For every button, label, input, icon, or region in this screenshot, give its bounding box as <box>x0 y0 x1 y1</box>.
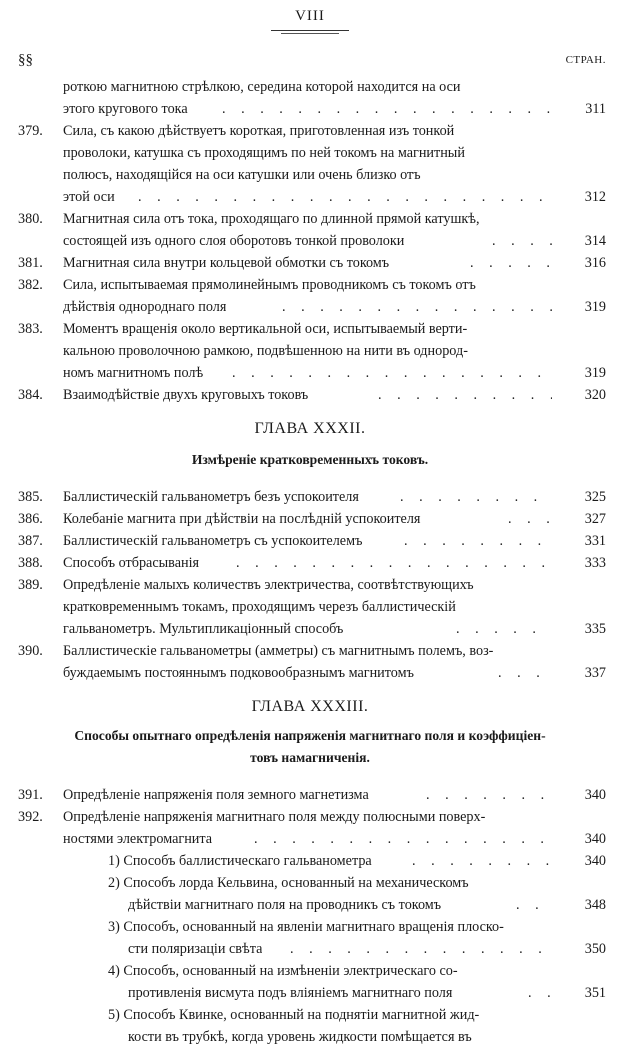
leader-dots <box>254 828 552 850</box>
toc-line <box>0 274 620 296</box>
leader-dots <box>378 384 552 406</box>
toc-line <box>0 828 620 850</box>
page-column-label: СТРАН. <box>565 54 606 66</box>
toc-entry-text: 3) Способъ, основанный на явленіи магнитнаго вращенія плоско- <box>108 919 504 935</box>
toc-entry-page: 340 <box>584 787 606 803</box>
toc-line <box>0 784 620 806</box>
toc-entry-text: Баллистическій гальванометръ безъ успокоителя <box>63 489 359 505</box>
toc-line <box>0 960 620 982</box>
toc-line <box>0 486 620 508</box>
leader-dots <box>412 850 552 872</box>
toc-line <box>0 916 620 938</box>
leader-dots <box>138 186 552 208</box>
toc-entry-text: Опредѣленіе напряженія поля земного магнетизма <box>63 787 369 803</box>
toc-line <box>0 142 620 164</box>
toc-entry-page: 314 <box>584 233 606 249</box>
leader-dots <box>400 486 552 508</box>
toc-line <box>0 1026 620 1048</box>
leader-dots <box>528 982 552 1004</box>
leader-dots <box>470 252 552 274</box>
toc-entry-text: проволоки, катушка съ проходящимъ по ней токомъ на магнитный <box>63 145 465 161</box>
toc-line <box>0 76 620 98</box>
toc-line <box>0 1004 620 1026</box>
leader-dots <box>426 784 552 806</box>
toc-line <box>0 230 620 252</box>
toc-line <box>0 508 620 530</box>
toc-entry-text: ностями электромагнита <box>63 831 213 847</box>
toc-entry-number: 382. <box>18 277 43 293</box>
toc-line <box>0 164 620 186</box>
toc-line <box>0 938 620 960</box>
toc-entry-number: 391. <box>18 787 43 803</box>
leader-dots <box>508 508 552 530</box>
toc-entry-text: состоящей изъ одного слоя оборотовъ тонкой проволоки <box>63 233 405 249</box>
toc-line <box>0 340 620 362</box>
toc-entry-text: Опредѣленіе малыхъ количествъ электричества, соотвѣтствующихъ <box>63 577 474 593</box>
leader-dots <box>492 230 552 252</box>
toc-entry-text: кости въ трубкѣ, когда уровень жидкости помѣщается въ <box>128 1029 472 1045</box>
toc-entry-page: 325 <box>584 489 606 505</box>
toc-entry-number: 381. <box>18 255 43 271</box>
toc-entry-number: 386. <box>18 511 43 527</box>
toc-entry-number: 389. <box>18 577 43 593</box>
toc-line <box>0 618 620 640</box>
toc-entry-page: 319 <box>584 365 606 381</box>
toc-line <box>0 850 620 872</box>
toc-entry-number: 383. <box>18 321 43 337</box>
chapter-subtitle-line-2: товъ намагниченія. <box>250 750 370 765</box>
toc-entry-number: 380. <box>18 211 43 227</box>
toc-entry-page: 319 <box>584 299 606 315</box>
toc-entry-number: 392. <box>18 809 43 825</box>
toc-entry-text: номъ магнитномъ полѣ <box>63 365 204 381</box>
toc-entry-text: дѣйствія однороднаго поля <box>63 299 227 315</box>
toc-entry-text: Сила, испытываемая прямолинейнымъ проводникомъ съ токомъ отъ <box>63 277 476 293</box>
toc-entry-text: Взаимодѣйствіе двухъ круговыхъ токовъ <box>63 387 309 403</box>
toc-entry-text: буждаемымъ постояннымъ подковообразнымъ магнитомъ <box>63 665 414 681</box>
toc-line <box>0 296 620 318</box>
leader-dots <box>290 938 552 960</box>
toc-line <box>0 362 620 384</box>
toc-entry-text: этого кругового тока <box>63 101 188 117</box>
toc-entry-page: 320 <box>584 387 606 403</box>
toc-entry-number: 379. <box>18 123 43 139</box>
toc-entry-text: роткою магнитною стрѣлкою, середина которой находится на оси <box>63 79 461 95</box>
toc-entry-text: 4) Способъ, основанный на измѣненіи электрическаго со- <box>108 963 458 979</box>
leader-dots <box>232 362 552 384</box>
toc-entry-page: 331 <box>584 533 606 549</box>
toc-entry-page: 327 <box>584 511 606 527</box>
toc-entry-text: кратковременнымъ токамъ, проходящимъ черезъ баллистическій <box>63 599 456 615</box>
leader-dots <box>516 894 552 916</box>
toc-entry-page: 337 <box>584 665 606 681</box>
toc-entry-number: 384. <box>18 387 43 403</box>
toc-entry-text: Способъ отбрасыванія <box>63 555 200 571</box>
toc-line <box>0 208 620 230</box>
toc-entry-text: Колебаніе магнита при дѣйствіи на послѣдній успокоителя <box>63 511 421 527</box>
toc-line <box>0 574 620 596</box>
toc-entry-number: 385. <box>18 489 43 505</box>
toc-entry-page: 351 <box>584 985 606 1001</box>
toc-entry-text: гальванометръ. Мультипликаціонный способъ <box>63 621 344 637</box>
toc-line <box>0 384 620 406</box>
chapter-title: ГЛАВА XXXIII. <box>251 698 369 715</box>
toc-entry-text: 5) Способъ Квинке, основанный на поднятіи магнитной жид- <box>108 1007 480 1023</box>
toc-entry-text: Магнитная сила отъ тока, проходящаго по длинной прямой катушкѣ, <box>63 211 480 227</box>
toc-entry-text: полюсъ, находящійся на оси катушки или очень близко отъ <box>63 167 421 183</box>
toc-line <box>0 252 620 274</box>
leader-dots <box>282 296 552 318</box>
toc-entry-page: 348 <box>584 897 606 913</box>
toc-entry-text: дѣйствіи магнитнаго поля на проводникъ съ токомъ <box>128 897 442 913</box>
toc-entry-text: 1) Способъ баллистическаго гальванометра <box>108 853 372 869</box>
leader-dots <box>456 618 552 640</box>
toc-line <box>0 640 620 662</box>
toc-entry-text: Опредѣленіе напряженія магнитнаго поля между полюсными поверх- <box>63 809 486 825</box>
toc-entry-text: Баллистическій гальванометръ съ успокоителемъ <box>63 533 363 549</box>
toc-entry-text: этой оси <box>63 189 115 205</box>
toc-entry-text: 2) Способъ лорда Кельвина, основанный на механическомъ <box>108 875 469 891</box>
toc-line <box>0 186 620 208</box>
chapter-title: ГЛАВА XXXII. <box>254 420 366 437</box>
toc-entry-page: 316 <box>584 255 606 271</box>
toc-entry-text: Магнитная сила внутри кольцевой обмотки съ токомъ <box>63 255 390 271</box>
toc-line <box>0 552 620 574</box>
toc-entry-text: Моментъ вращенія около вертикальной оси, испытываемый верти- <box>63 321 468 337</box>
toc-line <box>0 120 620 142</box>
toc-entry-page: 335 <box>584 621 606 637</box>
toc-entry-page: 333 <box>584 555 606 571</box>
header-rule-short <box>281 33 339 34</box>
header-rule <box>271 30 349 31</box>
toc-entry-page: 312 <box>584 189 606 205</box>
section-sign-label: §§ <box>18 52 33 68</box>
leader-dots <box>222 98 552 120</box>
leader-dots <box>498 662 552 684</box>
page-number: VIII <box>295 8 325 24</box>
toc-line <box>0 894 620 916</box>
toc-entry-page: 340 <box>584 853 606 869</box>
toc-line <box>0 596 620 618</box>
toc-entry-text: противленія висмута подъ вліяніемъ магнитнаго поля <box>128 985 453 1001</box>
toc-entry-text: Баллистическіе гальванометры (амметры) съ магнитнымъ полемъ, воз- <box>63 643 494 659</box>
toc-entry-text: кальною проволочною рамкою, подвѣшенною на нити въ однород- <box>63 343 468 359</box>
toc-entry-text: сти поляризаціи свѣта <box>128 941 263 957</box>
toc-line <box>0 872 620 894</box>
toc-entry-number: 387. <box>18 533 43 549</box>
toc-entry-number: 388. <box>18 555 43 571</box>
toc-entry-page: 311 <box>585 101 606 117</box>
toc-line <box>0 806 620 828</box>
toc-entry-page: 350 <box>584 941 606 957</box>
leader-dots <box>236 552 552 574</box>
toc-entry-page: 340 <box>584 831 606 847</box>
toc-line <box>0 982 620 1004</box>
leader-dots <box>404 530 552 552</box>
toc-line <box>0 318 620 340</box>
chapter-subtitle-line-1: Способы опытнаго опредѣленія напряженія магнитнаго поля и коэффиціен- <box>74 728 546 743</box>
toc-entry-text: Сила, съ какою дѣйствуетъ короткая, приготовленная изъ тонкой <box>63 123 455 139</box>
toc-line <box>0 98 620 120</box>
chapter-subtitle: Измѣреніе кратковременныхъ токовъ. <box>191 452 429 467</box>
toc-entry-number: 390. <box>18 643 43 659</box>
toc-line <box>0 530 620 552</box>
toc-line <box>0 662 620 684</box>
